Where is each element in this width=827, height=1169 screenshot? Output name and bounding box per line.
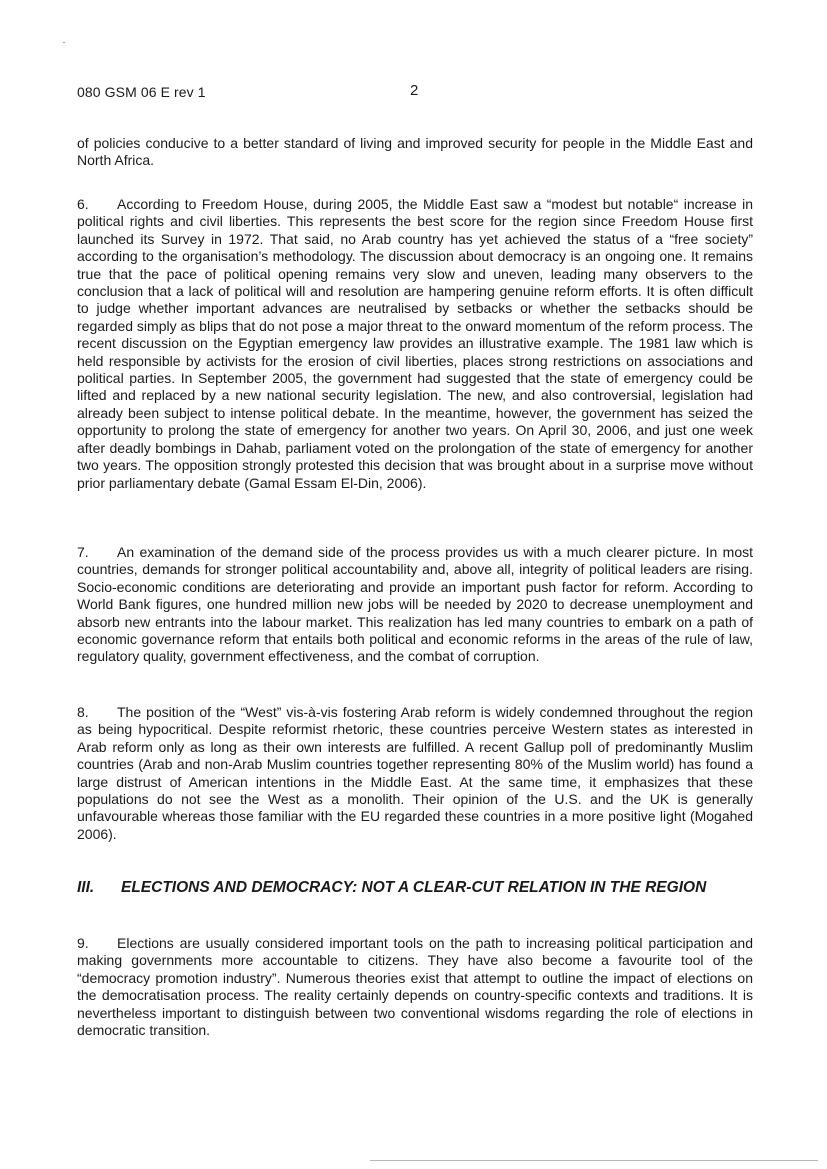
paragraph-7 — [77, 544, 753, 666]
section-title: ELECTIONS AND DEMOCRACY: NOT A CLEAR-CUT RELATION IN THE REGION — [121, 879, 707, 896]
paragraph-text: An examination of the demand side of the process provides us with a much clearer picture. In most countries, demands for stronger political accountability and, above all, integrity of political leaders are rising. Socio-economic conditions are deteriorating and provide an important push factor for reform. According to World Bank figures, one hundred million new jobs will be needed by 2020 to decrease unemployment and absorb new entrants into the labour market. This realization has led many countries to embark on a path of economic governance reform that entails both political and economic reforms in the areas of the rule of law, regulatory quality, government effectiveness, and the combat of corruption. — [77, 544, 753, 665]
paragraph-number: 9. — [77, 935, 89, 951]
paragraph-text: Elections are usually considered important tools on the path to increasing political participation and making governments more accountable to citizens. They have also become a favourite tool of the “democracy promotion industry”. Numerous theories exist that attempt to outline the impact of elections on the democratisation process. The reality certainly depends on country-specific contexts and traditions. It is nevertheless important to distinguish between two conventional wisdoms regarding the role of elections in democratic transition. — [77, 935, 753, 1039]
paragraph-8 — [77, 704, 753, 843]
scan-artifact-line — [370, 1160, 818, 1161]
paragraph-9 — [77, 935, 753, 1039]
paragraph-6 — [77, 196, 753, 492]
page-number: 2 — [410, 82, 419, 99]
document-reference: 080 GSM 06 E rev 1 — [77, 84, 206, 100]
paragraph-text: According to Freedom House, during 2005, the Middle East saw a “modest but notable“ increase in political rights and civil liberties. This represents the best score for the region since Freedom House first launched its Survey in 1972. That said, no Arab country has yet achieved the status of a “free society” according to the organisation’s methodology. The discussion about democracy is an ongoing one. It remains true that the pace of political opening remains very slow and uneven, leading many observers to the conclusion that a lack of political will and resolution are hampering genuine reform efforts. It is often difficult to judge whether important advances are neutralised by setbacks or whether the setbacks should be regarded simply as blips that do not pose a major threat to the onward momentum of the reform process. The recent discussion on the Egyptian emergency law provides an illustrative example. The 1981 law which is held responsible by activists for the erosion of civil liberties, places strong restrictions on associations and political parties. In September 2005, the government had suggested that the state of emergency could be lifted and replaced by a new national security legislation. The new, and also controversial, legislation had already been subject to intense political debate. In the meantime, however, the government has seized the opportunity to prolong the state of emergency for another two years. On April 30, 2006, and just one week after deadly bombings in Dahab, parliament voted on the prolongation of the state of emergency for another two years. The opposition strongly protested this decision that was brought about in a surprise move without prior parliamentary debate (Gamal Essam El-Din, 2006). — [77, 196, 753, 491]
paragraph-continuation: of policies conducive to a better standard of living and improved security for people in the Middle East and North Africa. — [77, 135, 753, 169]
paragraph-number: 7. — [77, 544, 89, 560]
paragraph-number: 6. — [77, 196, 89, 212]
paragraph-text: The position of the “West” vis-à-vis fostering Arab reform is widely condemned throughout the region as being hypocritical. Despite reformist rhetoric, these countries perceive Western states as interested in Arab reform only as long as their own interests are fulfilled. A recent Gallup poll of predominantly Muslim countries (Arab and non-Arab Muslim countries together representing 80% of the Muslim world) has found a large distrust of American intentions in the Middle East. At the same time, it emphasizes that these populations do not see the West as a monolith. Their opinion of the U.S. and the UK is generally unfavourable whereas those familiar with the EU regarded these countries in a more positive light (Mogahed 2006). — [77, 704, 753, 842]
paragraph-number: 8. — [77, 704, 89, 720]
section-number: III. — [77, 879, 95, 896]
scan-artifact — [63, 42, 65, 43]
